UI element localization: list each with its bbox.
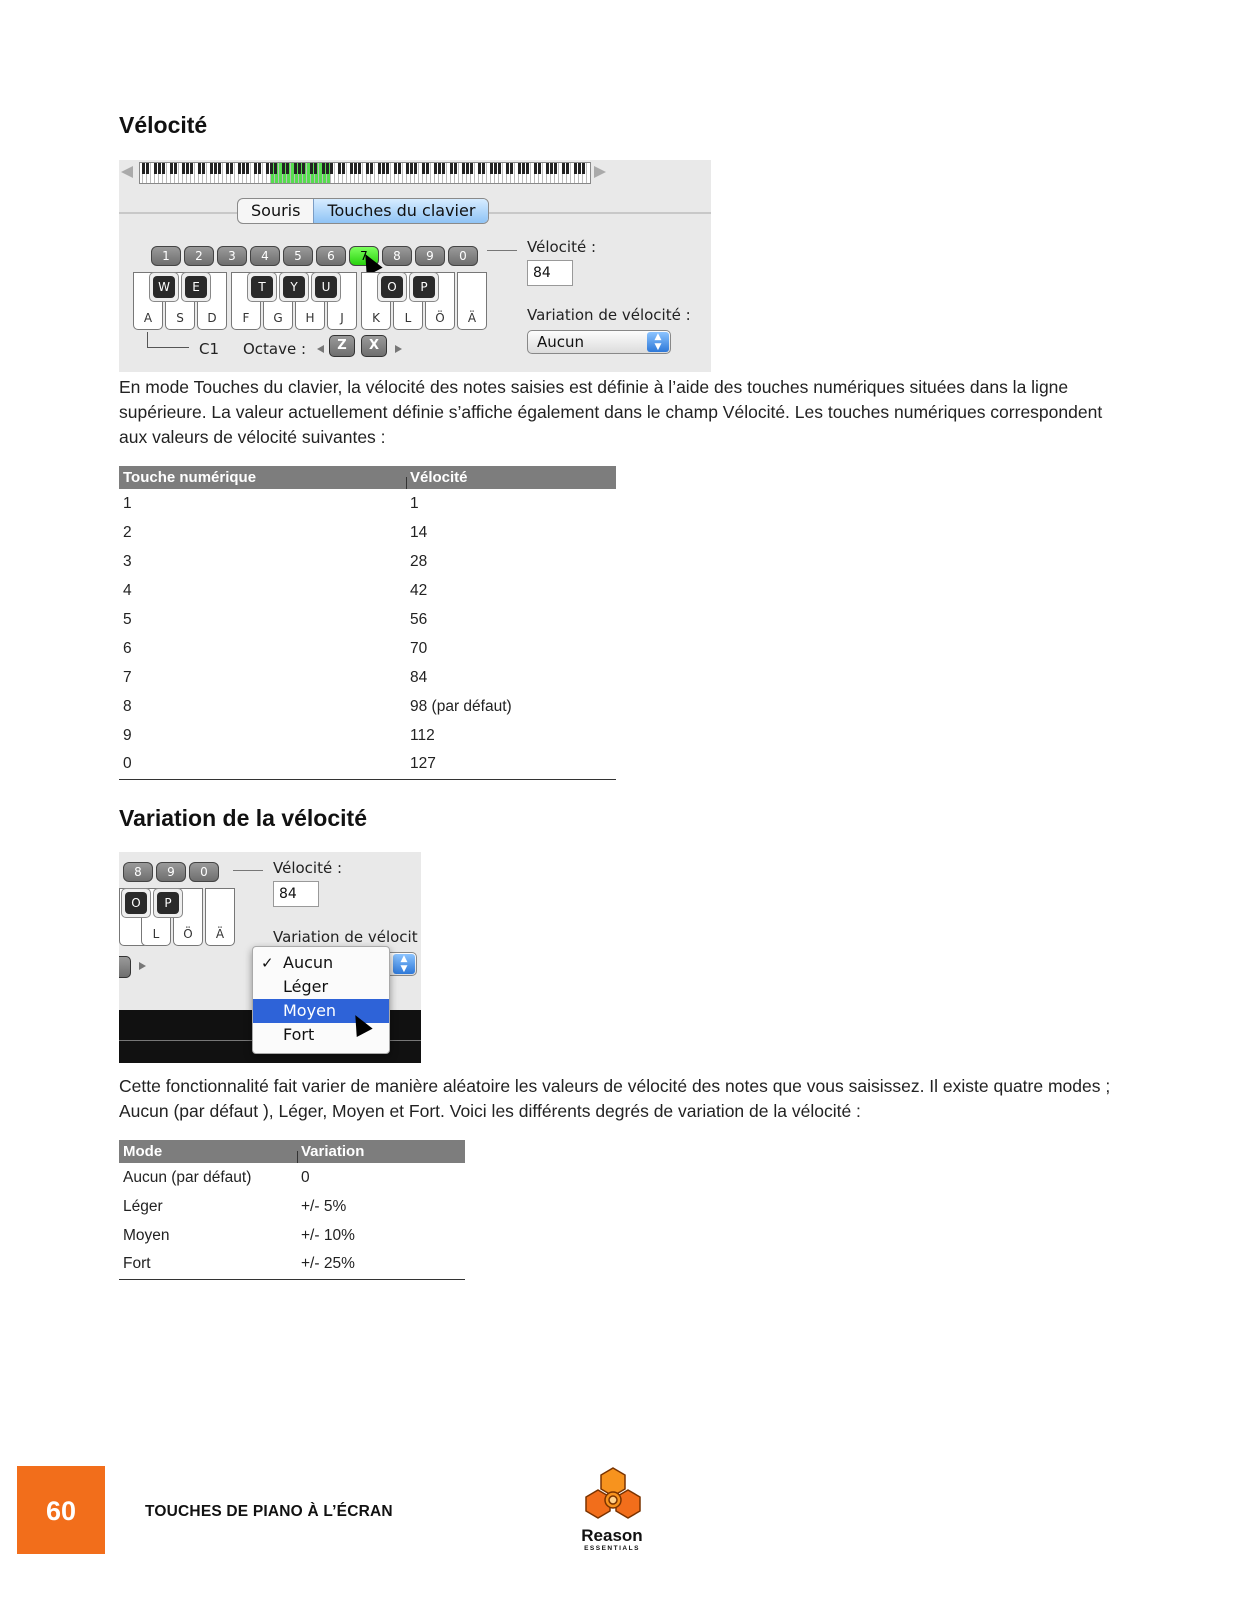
velocity-variation-menu	[252, 946, 390, 1054]
variation-table	[119, 1140, 465, 1280]
number-key-9[interactable]: 9	[156, 862, 186, 882]
table-cell: 112	[410, 726, 435, 744]
mini-white-key	[388, 163, 391, 183]
mini-white-key	[260, 163, 263, 183]
select-arrows-icon: ▲ ▼	[393, 954, 415, 974]
select-arrows-icon: ▲ ▼	[647, 332, 669, 352]
velocity-label: Vélocité :	[527, 238, 597, 256]
velocity-connector-line	[487, 250, 517, 251]
section-heading-velocite: Vélocité	[119, 112, 208, 138]
mini-white-key	[456, 163, 459, 183]
menu-item-moyen[interactable]: Moyen	[253, 999, 389, 1023]
velocity-variation-select[interactable]	[527, 330, 671, 354]
table-row	[119, 518, 616, 547]
mini-white-key	[512, 163, 515, 183]
table-cell: +/- 5%	[301, 1197, 347, 1215]
number-key-8[interactable]: 8	[123, 862, 153, 882]
mini-white-key	[192, 163, 195, 183]
table-cell: 3	[123, 552, 132, 570]
mini-white-key	[332, 163, 335, 183]
mini-white-key	[416, 163, 419, 183]
mini-white-key	[400, 163, 403, 183]
table-cell: 28	[410, 552, 428, 570]
number-key-7[interactable]: 7	[349, 246, 379, 266]
piano-key-a-umlaut[interactable]: Ä	[457, 272, 487, 330]
table-row	[119, 576, 616, 605]
table-row	[119, 1250, 465, 1279]
piano-key-d[interactable]: D	[197, 272, 227, 330]
velocity-field[interactable]: 84	[527, 260, 573, 286]
mini-white-key	[232, 163, 235, 183]
number-key-1[interactable]: 1	[151, 246, 181, 266]
table-row	[119, 692, 616, 721]
velocity-table	[119, 466, 616, 780]
table-cell: 70	[410, 639, 428, 657]
piano-key-o[interactable]: O	[121, 888, 151, 918]
section-heading-variation: Variation de la vélocité	[119, 805, 367, 831]
table-cell: 1	[123, 494, 132, 512]
piano-key-e[interactable]: E	[181, 272, 211, 302]
table-row	[119, 634, 616, 663]
velocity-variation-label: Variation de vélocit	[273, 928, 418, 946]
octave-key-z[interactable]: Z	[329, 335, 355, 357]
piano-key-h[interactable]: H	[295, 272, 325, 330]
table-cell: 1	[410, 494, 419, 512]
mini-white-key	[360, 163, 363, 183]
piano-key-w[interactable]: W	[149, 272, 179, 302]
table-cell: 84	[410, 668, 428, 686]
table-row	[119, 1221, 465, 1250]
mini-white-key	[584, 163, 587, 183]
table-cell: 5	[123, 610, 132, 628]
piano-key-y[interactable]: Y	[279, 272, 309, 302]
table-cell: Moyen	[123, 1226, 170, 1244]
table-cell: Fort	[119, 1250, 297, 1279]
mini-white-key	[148, 163, 151, 183]
logo-wordmark: Reason	[581, 1526, 643, 1545]
table-header-velocity: Vélocité	[406, 466, 616, 489]
mini-white-key	[220, 163, 223, 183]
mini-white-key	[276, 163, 279, 183]
piano-key-p[interactable]: P	[409, 272, 439, 302]
piano-key-o-umlaut[interactable]: Ö	[425, 272, 455, 330]
input-mode-segmented-control	[237, 198, 489, 224]
number-key-0[interactable]: 0	[189, 862, 219, 882]
piano-key-o-umlaut[interactable]: Ö	[173, 888, 203, 946]
piano-key-k[interactable]: K	[361, 272, 391, 330]
mini-white-key	[164, 163, 167, 183]
table-cell: 14	[410, 523, 428, 541]
variation-paragraph: Cette fonctionnalité fait varier de manière aléatoire les valeurs de vélocité des notes que vous saisissez. Il existe quatre modes ; Aucun (par défaut ), Léger, Moyen et Fort. Voici les différents degrés de variation de la vélocité :	[119, 1076, 1111, 1121]
piano-key-a-umlaut[interactable]: Ä	[205, 888, 235, 946]
mini-white-key	[528, 163, 531, 183]
table-cell: 0	[119, 750, 406, 779]
table-header-key: Touche numérique	[119, 466, 406, 489]
page-number-badge	[17, 1466, 105, 1554]
reason-logo-icon	[578, 1466, 648, 1526]
tab-souris[interactable]: Souris	[251, 201, 301, 220]
mini-white-key	[484, 163, 487, 183]
velocity-paragraph: En mode Touches du clavier, la vélocité des notes saisies est définie à l’aide des touches numériques situées dans la ligne supérieure. La valeur actuellement définie s’affiche également dans le champ Vélocité. Les touches numériques correspondent aux valeurs de vélocité suivantes :	[119, 377, 1103, 447]
table-row	[119, 1192, 465, 1221]
table-row	[119, 605, 616, 634]
mini-white-key	[500, 163, 503, 183]
menu-item-aucun[interactable]: ✓ Aucun	[253, 951, 389, 975]
table-cell: 98 (par défaut)	[410, 697, 512, 715]
mini-white-key	[304, 163, 307, 183]
table-row	[119, 663, 616, 692]
mini-white-key	[288, 163, 291, 183]
menu-item-fort[interactable]: Fort	[283, 1025, 315, 1044]
velocity-field[interactable]: 84	[273, 881, 319, 907]
footer-chapter-title: TOUCHES DE PIANO À L’ÉCRAN	[145, 1503, 393, 1520]
table-cell: 6	[123, 639, 132, 657]
piano-key-u[interactable]: U	[311, 272, 341, 302]
table-cell: 42	[410, 581, 428, 599]
number-key-0[interactable]: 0	[448, 246, 478, 266]
table-row	[119, 489, 616, 518]
piano-key-f[interactable]: F	[231, 272, 261, 330]
octave-key-x[interactable]: X	[361, 335, 387, 357]
logo-subtext: ESSENTIALS	[584, 1545, 640, 1552]
piano-key-g[interactable]: G	[263, 272, 293, 330]
table-cell: 9	[123, 726, 132, 744]
octave-label: Octave :	[243, 340, 307, 358]
table-cell: 8	[123, 697, 132, 715]
table-cell: +/- 25%	[297, 1250, 465, 1279]
tab-touches-du-clavier[interactable]: Touches du clavier	[313, 199, 488, 223]
number-key-3[interactable]: 3	[217, 246, 247, 266]
mini-white-key	[344, 163, 347, 183]
keyboard-screenshot	[119, 160, 711, 372]
table-cell: +/- 10%	[301, 1226, 355, 1244]
number-key-9[interactable]: 9	[415, 246, 445, 266]
number-key-5[interactable]: 5	[283, 246, 313, 266]
piano-key-p[interactable]: P	[153, 888, 183, 918]
mini-white-key	[316, 163, 319, 183]
piano-key-l[interactable]: L	[141, 888, 171, 946]
velocity-variation-value: Aucun	[537, 333, 585, 351]
variation-screenshot	[119, 852, 421, 1063]
mini-white-key	[444, 163, 447, 183]
mini-white-key	[176, 163, 179, 183]
checkmark-icon: ✓	[261, 954, 274, 972]
table-cell: 7	[123, 668, 132, 686]
table-cell: 2	[123, 523, 132, 541]
piano-key-t[interactable]: T	[247, 272, 277, 302]
number-key-2[interactable]: 2	[184, 246, 214, 266]
piano-key-a[interactable]: A	[133, 272, 163, 330]
table-cell: Léger	[123, 1197, 163, 1215]
number-key-4[interactable]: 4	[250, 246, 280, 266]
mini-white-key	[540, 163, 543, 183]
piano-key-j[interactable]: J	[327, 272, 357, 330]
mini-white-key	[428, 163, 431, 183]
octave-up-arrow-icon	[395, 345, 402, 353]
table-cell: 0	[301, 1168, 310, 1186]
velocity-connector-line	[233, 870, 263, 871]
piano-key-o[interactable]: O	[377, 272, 407, 302]
velocity-label: Vélocité :	[273, 859, 343, 877]
mini-white-key	[204, 163, 207, 183]
table-cell: Aucun (par défaut)	[123, 1168, 252, 1186]
page-number: 60	[45, 1496, 77, 1526]
number-keys-row	[151, 246, 478, 266]
menu-item-leger[interactable]: Léger	[283, 977, 329, 996]
table-row	[119, 1163, 465, 1192]
mini-white-key	[248, 163, 251, 183]
velocity-variation-label: Variation de vélocité :	[527, 306, 691, 324]
octave-key-x-partial[interactable]	[119, 956, 131, 978]
octave-down-arrow-icon	[317, 345, 324, 353]
mini-white-key	[472, 163, 475, 183]
number-key-8[interactable]: 8	[382, 246, 412, 266]
piano-key-l[interactable]: L	[393, 272, 423, 330]
table-header-variation: Variation	[297, 1140, 465, 1163]
table-row	[119, 547, 616, 576]
table-row	[119, 721, 616, 750]
table-cell: 127	[406, 750, 616, 779]
scroll-left-icon[interactable]	[121, 166, 133, 178]
mini-white-key	[372, 163, 375, 183]
scroll-right-icon[interactable]	[594, 166, 606, 178]
mini-keyboard-strip	[139, 162, 591, 184]
number-key-6[interactable]: 6	[316, 246, 346, 266]
table-header-mode: Mode	[119, 1140, 297, 1163]
table-row	[119, 750, 616, 779]
mini-white-key	[556, 163, 559, 183]
table-cell: 4	[123, 581, 132, 599]
octave-up-arrow-icon	[139, 962, 146, 970]
c1-indicator-line	[147, 332, 189, 348]
c1-label: C1	[199, 340, 220, 358]
table-cell: 56	[410, 610, 428, 628]
mini-white-key	[568, 163, 571, 183]
piano-key-s[interactable]: S	[165, 272, 195, 330]
